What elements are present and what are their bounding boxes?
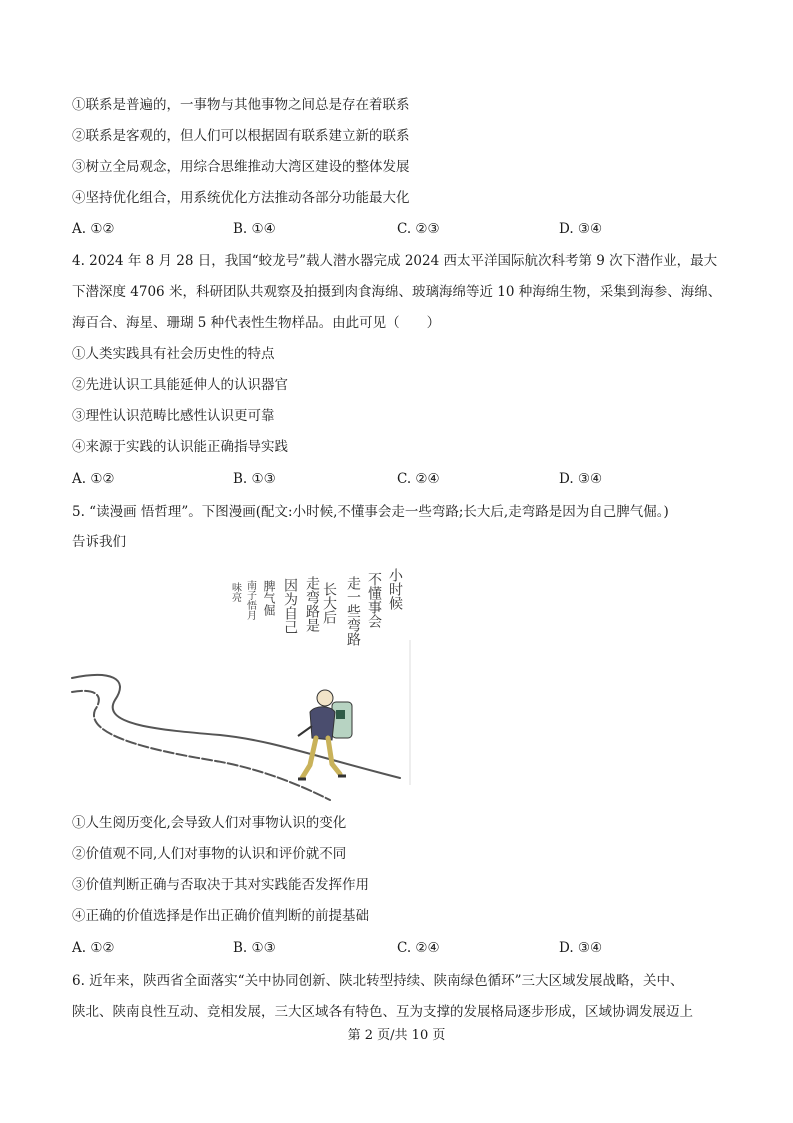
- q5-option-c[interactable]: C. ②④: [397, 940, 440, 956]
- cartoon-text-9: 味亮: [229, 582, 241, 602]
- cartoon-text-6: 因为自己: [282, 578, 298, 634]
- q4-option-b[interactable]: B. ①③: [233, 471, 276, 487]
- q5-item-3: ③价值判断正确与否取决于其对实践能否发挥作用: [72, 877, 369, 893]
- q6-stem-line-2: 陕北、陕南良性互动、竞相发展，三大区域各有特色、互为支撑的发展格局逐步形成，区域协调发展迈上: [72, 1004, 693, 1020]
- cartoon-illustration: [70, 560, 415, 805]
- q3-option-d[interactable]: D. ③④: [559, 221, 603, 237]
- q6-stem-line-1: 6. 近年来，陕西省全面落实“关中协同创新、陕北转型持续、陕南绿色循环”三大区域发展战略，关中、: [72, 973, 684, 989]
- q4-option-d[interactable]: D. ③④: [559, 471, 603, 487]
- q4-option-a[interactable]: A. ①②: [72, 471, 115, 487]
- q4-option-c[interactable]: C. ②④: [397, 471, 440, 487]
- q5-stem-line-1: 5. “读漫画 悟哲理”。下图漫画(配文:小时候,不懂事会走一些弯路;长大后,走弯路是因为自己脾气倔。): [72, 504, 669, 520]
- q4-stem-line-2: 下潜深度 4706 米，科研团队共观察及拍摄到肉食海绵、玻璃海绵等近 10 种海绵生物，采集到海参、海绵、: [72, 284, 722, 300]
- q5-item-2: ②价值观不同,人们对事物的认识和评价就不同: [72, 846, 347, 862]
- q5-stem-line-2: 告诉我们: [72, 534, 126, 550]
- q4-stem-line-3: 海百合、海星、珊瑚 5 种代表性生物样品。由此可见（ ）: [72, 315, 441, 331]
- q5-option-a[interactable]: A. ①②: [72, 940, 115, 956]
- q5-item-4: ④正确的价值选择是作出正确价值判断的前提基础: [72, 908, 369, 924]
- q3-options: [72, 219, 732, 239]
- q4-options: [72, 469, 732, 489]
- walking-boy-figure: [298, 690, 352, 779]
- q5-item-1: ①人生阅历变化,会导致人们对事物认识的变化: [72, 815, 347, 831]
- cartoon-text-8: 南子悟月: [244, 580, 256, 620]
- q3-option-c[interactable]: C. ②③: [397, 221, 440, 237]
- cartoon-text-1: 小时候: [387, 568, 403, 610]
- q4-item-3: ③理性认识范畴比感性认识更可靠: [72, 408, 275, 424]
- q3-option-b[interactable]: B. ①④: [233, 221, 276, 237]
- q3-item-1: ①联系是普遍的，一事物与其他事物之间总是存在着联系: [72, 97, 410, 113]
- q4-item-1: ①人类实践具有社会历史性的特点: [72, 346, 275, 362]
- q4-stem-line-1: 4. 2024 年 8 月 28 日，我国“蛟龙号”载人潜水器完成 2024 西太平洋国际航次科考第 9 次下潜作业，最大: [72, 253, 718, 269]
- q3-item-3: ③树立全局观念，用综合思维推动大湾区建设的整体发展: [72, 159, 410, 175]
- cartoon-text-3: 走一些弯路: [345, 576, 361, 646]
- cartoon-text-7: 脾气倔: [262, 580, 276, 616]
- q3-item-2: ②联系是客观的，但人们可以根据固有联系建立新的联系: [72, 128, 410, 144]
- cartoon-text-4: 长大后: [321, 582, 337, 624]
- cartoon-caption: [230, 568, 404, 646]
- q4-item-2: ②先进认识工具能延伸人的认识器官: [72, 377, 288, 393]
- q5-option-b[interactable]: B. ①③: [233, 940, 276, 956]
- page-footer: 第 2 页/共 10 页: [347, 1028, 446, 1043]
- q4-item-4: ④来源于实践的认识能正确指导实践: [72, 439, 288, 455]
- cartoon-text-5: 走弯路是: [304, 576, 320, 632]
- cartoon-text-2: 不懂事会: [366, 572, 382, 628]
- q3-option-a[interactable]: A. ①②: [72, 221, 115, 237]
- q5-option-d[interactable]: D. ③④: [559, 940, 603, 956]
- q3-item-4: ④坚持优化组合，用系统优化方法推动各部分功能最大化: [72, 190, 410, 206]
- q5-options: [72, 938, 732, 958]
